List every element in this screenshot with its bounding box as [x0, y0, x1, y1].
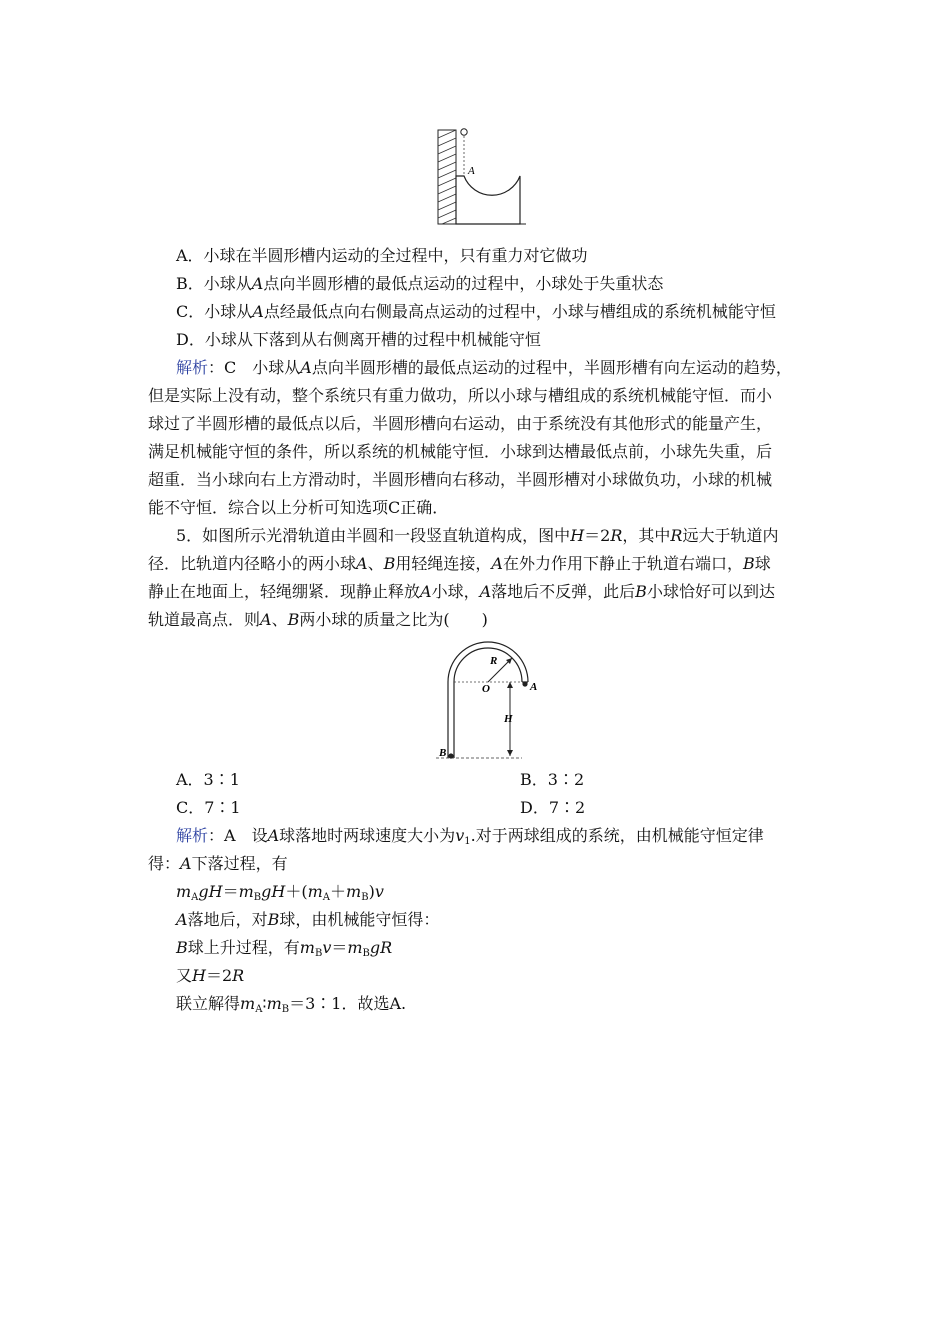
q4-option-d: D．小球从下落到从右侧离开槽的过程中机械能守恒	[176, 330, 541, 349]
q4-analysis-line-6: 能不守恒．综合以上分析可知选项C正确．	[148, 498, 449, 517]
track-label-h: H	[504, 713, 513, 725]
track-label-r: R	[490, 655, 498, 667]
track-label-b: B	[439, 747, 447, 759]
q5-stem-line-3: 静止在地面上，轻绳绷紧．现静止释放A小球，A落地后不反弹，此后B小球恰好可以到达	[148, 582, 775, 601]
q5-analysis-line-4: A落地后，对B球，由机械能守恒得：	[176, 910, 440, 929]
q5-stem-line-2: 径．比轨道内径略小的两小球A、B用轻绳连接，A在外力作用下静止于轨道右端口，B球	[148, 554, 771, 573]
q5-analysis-line-7: 联立解得$m_A∶m_B=3∶1$．故选A.	[176, 994, 407, 1015]
q4-option-a: A．小球在半圆形槽内运动的全过程中，只有重力对它做功	[176, 246, 588, 265]
q5-equation-1: $m_AgH=m_BgH+(m_A+m_B)v$	[176, 882, 384, 903]
q4-analysis-line-5: 超重．当小球向右上方滑动时，半圆形槽向右移动，半圆形槽对小球做负功，小球的机械	[148, 470, 773, 489]
q5-stem-line-4: 轨道最高点．则A、B两小球的质量之比为( )	[148, 610, 488, 629]
q5-analysis-line-2: 得：A下落过程，有	[148, 854, 288, 873]
track-label-o: O	[482, 683, 490, 695]
q4-analysis-line-2: 但是实际上没有动，整个系统只有重力做功，所以小球与槽组成的系统机械能守恒．而小	[148, 386, 773, 405]
q5-analysis-line-6: 又H＝2R	[176, 966, 245, 985]
q5-option-b: B．3∶2	[520, 770, 585, 789]
q5-stem-line-1: 5．如图所示光滑轨道由半圆和一段竖直轨道构成，图中H＝2R，其中R远大于轨道内	[176, 526, 779, 545]
q4-analysis-line-1: 解析：C 小球从A点向半圆形槽的最低点运动的过程中，半圆形槽有向左运动的趋势，	[176, 358, 792, 377]
q5-option-a: A．3∶1	[176, 770, 240, 789]
q4-option-c: C．小球从A点经最低点向右侧最高点运动的过程中，小球与槽组成的系统机械能守恒	[176, 302, 776, 321]
q5-option-c: C．7∶1	[176, 798, 241, 817]
groove-label-a: A	[468, 165, 475, 177]
q5-option-d: D．7∶2	[520, 798, 586, 817]
q4-option-b: B．小球从A点向半圆形槽的最低点运动的过程中，小球处于失重状态	[176, 274, 664, 293]
track-figure	[432, 638, 556, 762]
q5-analysis-line-5: B球上升过程，有$m_Bv=m_BgR$	[176, 938, 393, 959]
groove-figure	[428, 124, 528, 228]
track-label-a: A	[530, 681, 538, 693]
q4-analysis-line-4: 满足机械能守恒的条件，所以系统的机械能守恒．小球到达槽最低点前，小球先失重，后	[148, 442, 773, 461]
q5-analysis-line-1: 解析：A 设A球落地时两球速度大小为$v_1$.对于两球组成的系统，由机械能守恒定律	[176, 826, 764, 847]
q4-analysis-line-3: 球过了半圆形槽的最低点以后，半圆形槽向右运动，由于系统没有其他形式的能量产生，	[148, 414, 773, 433]
